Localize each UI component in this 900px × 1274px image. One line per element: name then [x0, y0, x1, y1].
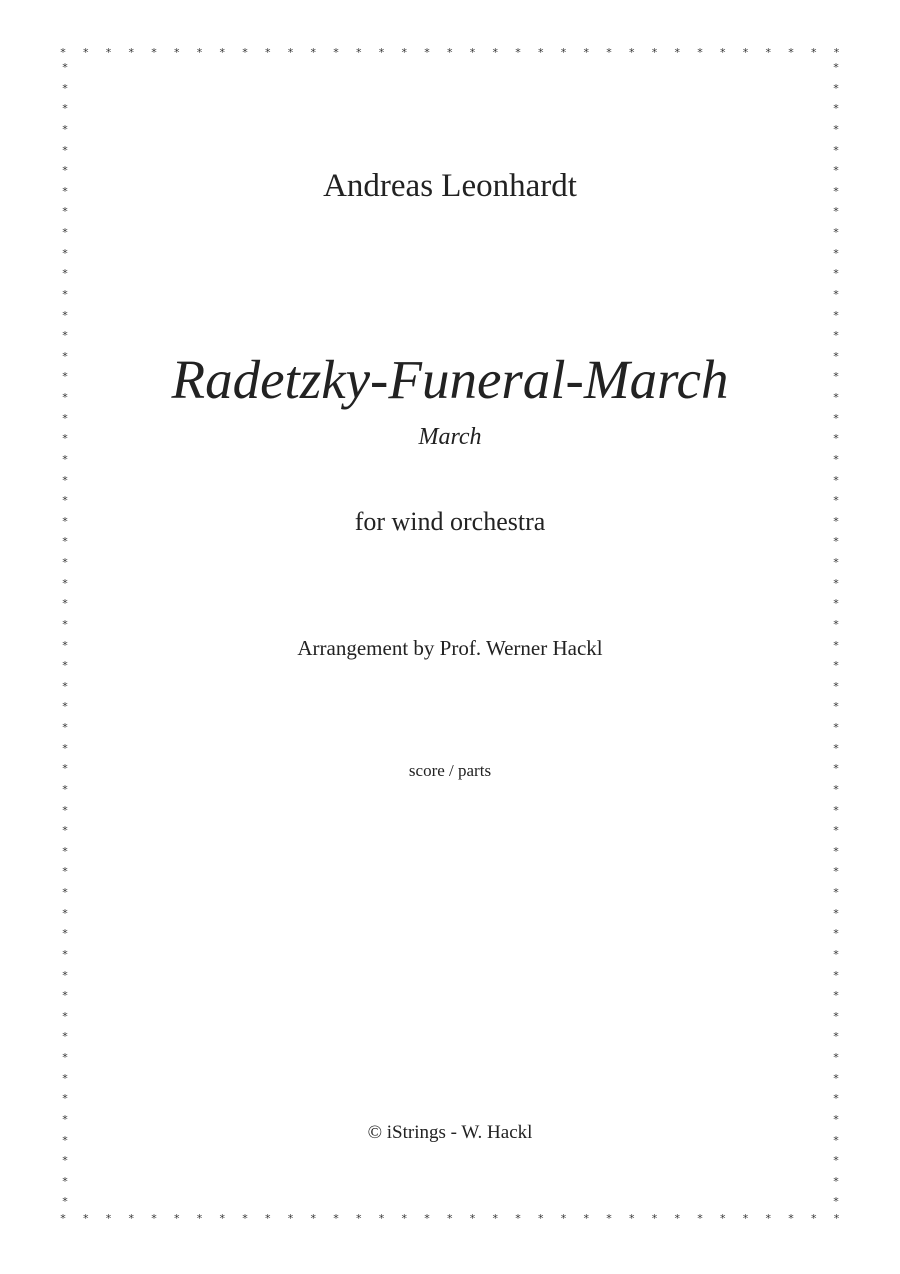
border-star: * [62, 122, 68, 136]
border-star: * [151, 1211, 157, 1225]
border-star: * [833, 143, 839, 157]
border-star: * [62, 1112, 68, 1126]
border-star: * [62, 844, 68, 858]
star-border-top [57, 44, 843, 60]
border-star: * [606, 45, 612, 59]
border-star: * [447, 45, 453, 59]
border-star: * [62, 514, 68, 528]
border-star: * [833, 494, 839, 508]
border-star: * [62, 1133, 68, 1147]
border-star: * [174, 1211, 180, 1225]
border-star: * [83, 1211, 89, 1225]
border-star: * [629, 45, 635, 59]
border-star: * [356, 1211, 362, 1225]
border-star: * [310, 1211, 316, 1225]
border-star: * [720, 1211, 726, 1225]
border-star: * [833, 329, 839, 343]
border-star: * [833, 1051, 839, 1064]
border-star: * [833, 865, 839, 879]
border-star: * [62, 679, 68, 693]
border-star: * [833, 246, 839, 260]
border-star: * [629, 1211, 635, 1225]
border-star: * [151, 45, 157, 59]
border-star: * [833, 700, 839, 714]
arranger-credit: Arrangement by Prof. Werner Hackl [297, 636, 603, 660]
border-star: * [62, 1051, 68, 1064]
border-star: * [833, 370, 839, 384]
border-star: * [833, 968, 839, 982]
border-star: * [833, 514, 839, 528]
border-star: * [62, 1071, 68, 1085]
border-star: * [538, 1211, 544, 1225]
border-star: * [62, 906, 68, 920]
border-star: * [833, 349, 839, 363]
border-star: * [62, 556, 68, 569]
border-star: * [833, 1211, 840, 1225]
border-star: * [60, 1211, 66, 1225]
border-star: * [62, 617, 68, 631]
border-star: * [833, 556, 839, 569]
border-star: * [697, 1211, 703, 1225]
border-star: * [62, 782, 68, 796]
border-star: * [62, 721, 68, 734]
border-star: * [833, 844, 839, 858]
border-star: * [356, 45, 362, 59]
border-star: * [674, 45, 680, 59]
border-star: * [697, 45, 703, 59]
border-star: * [62, 865, 68, 879]
border-star: * [492, 1211, 498, 1225]
border-star: * [583, 45, 589, 59]
border-star: * [833, 226, 839, 239]
border-star: * [833, 391, 839, 404]
border-star: * [62, 1030, 68, 1044]
border-star: * [833, 61, 839, 74]
border-star: * [674, 1211, 680, 1225]
border-star: * [515, 45, 521, 59]
border-star: * [62, 287, 68, 301]
border-star: * [62, 267, 68, 281]
border-star: * [833, 1133, 839, 1147]
border-star: * [62, 473, 68, 487]
border-star: * [62, 576, 68, 590]
border-star: * [62, 370, 68, 384]
border-star: * [492, 45, 498, 59]
border-star: * [174, 45, 180, 59]
border-star: * [765, 45, 771, 59]
border-star: * [833, 617, 839, 631]
border-star: * [788, 45, 794, 59]
border-star: * [62, 61, 68, 74]
border-star: * [833, 886, 839, 899]
border-star: * [196, 45, 203, 59]
border-star: * [833, 411, 839, 425]
border-star: * [447, 1211, 453, 1225]
border-star: * [219, 45, 225, 59]
border-star: * [833, 452, 839, 466]
border-star: * [196, 1211, 203, 1225]
border-star: * [62, 700, 68, 714]
border-star: * [105, 1211, 112, 1225]
border-star: * [833, 308, 839, 322]
border-star: * [265, 45, 271, 59]
border-star: * [333, 45, 339, 59]
border-star: * [651, 1211, 658, 1225]
border-star: * [62, 968, 68, 982]
border-star: * [742, 45, 749, 59]
border-star: * [833, 659, 839, 673]
border-star: * [833, 1195, 839, 1209]
border-star: * [560, 1211, 567, 1225]
border-star: * [62, 329, 68, 343]
border-star: * [310, 45, 316, 59]
border-star: * [833, 45, 840, 59]
border-star: * [833, 473, 839, 487]
star-border-bottom [57, 1210, 843, 1226]
border-star: * [833, 1009, 839, 1023]
border-star: * [62, 411, 68, 425]
border-star: * [742, 1211, 749, 1225]
border-star: * [62, 1174, 68, 1188]
border-star: * [833, 81, 839, 95]
border-star: * [833, 762, 839, 776]
border-star: * [62, 1195, 68, 1209]
border-star: * [62, 1092, 68, 1106]
border-star: * [833, 287, 839, 301]
border-star: * [401, 45, 407, 59]
border-star: * [128, 45, 134, 59]
border-star: * [833, 989, 839, 1003]
border-star: * [833, 432, 839, 446]
border-star: * [765, 1211, 771, 1225]
border-star: * [62, 205, 68, 219]
border-star: * [651, 45, 658, 59]
border-star: * [833, 184, 839, 198]
border-star: * [833, 927, 839, 941]
border-star: * [62, 81, 68, 95]
border-star: * [62, 184, 68, 198]
border-star: * [788, 1211, 794, 1225]
border-star: * [583, 1211, 589, 1225]
border-star: * [242, 45, 248, 59]
border-star: * [833, 947, 839, 961]
border-star: * [469, 1211, 476, 1225]
border-star: * [833, 122, 839, 136]
border-star: * [401, 1211, 407, 1225]
border-star: * [62, 164, 68, 178]
border-star: * [62, 102, 68, 116]
border-star: * [833, 205, 839, 219]
border-star: * [833, 741, 839, 755]
border-star: * [62, 494, 68, 508]
instrumentation: for wind orchestra [354, 507, 546, 536]
composer-name: Andreas Leonhardt [323, 168, 577, 204]
border-star: * [833, 102, 839, 116]
border-star: * [242, 1211, 248, 1225]
border-star: * [83, 45, 89, 59]
star-border-left [57, 62, 73, 1208]
border-star: * [62, 886, 68, 899]
border-star: * [833, 267, 839, 281]
work-genre: March [418, 424, 482, 450]
border-star: * [62, 1009, 68, 1023]
border-star: * [287, 1211, 294, 1225]
work-title: Radetzky-Funeral-March [171, 349, 729, 410]
border-star: * [606, 1211, 612, 1225]
border-star: * [560, 45, 567, 59]
border-star: * [811, 1211, 817, 1225]
border-star: * [62, 989, 68, 1003]
border-star: * [833, 1071, 839, 1085]
copyright-notice: © iStrings - W. Hackl [367, 1122, 533, 1143]
border-star: * [62, 452, 68, 466]
border-star: * [105, 45, 112, 59]
border-star: * [833, 803, 839, 817]
border-star: * [219, 1211, 225, 1225]
border-star: * [62, 803, 68, 817]
border-star: * [469, 45, 476, 59]
border-star: * [833, 824, 839, 838]
border-star: * [424, 1211, 430, 1225]
border-star: * [60, 45, 66, 59]
border-star: * [128, 1211, 134, 1225]
border-star: * [811, 45, 817, 59]
border-star: * [62, 246, 68, 260]
border-star: * [265, 1211, 271, 1225]
border-star: * [62, 143, 68, 157]
border-star: * [833, 721, 839, 734]
border-star: * [62, 535, 68, 549]
border-star: * [378, 45, 385, 59]
border-star: * [833, 906, 839, 920]
border-star: * [833, 1092, 839, 1106]
border-star: * [424, 45, 430, 59]
border-star: * [62, 947, 68, 961]
border-star: * [720, 45, 726, 59]
border-star: * [62, 762, 68, 776]
border-star: * [833, 164, 839, 178]
border-star: * [62, 308, 68, 322]
border-star: * [62, 659, 68, 673]
border-star: * [62, 597, 68, 611]
border-star: * [378, 1211, 385, 1225]
border-star: * [62, 391, 68, 404]
border-star: * [333, 1211, 339, 1225]
border-star: * [833, 1174, 839, 1188]
border-star: * [833, 679, 839, 693]
border-star: * [833, 576, 839, 590]
border-star: * [833, 1030, 839, 1044]
border-star: * [833, 638, 839, 652]
border-star: * [833, 1112, 839, 1126]
border-star: * [287, 45, 294, 59]
border-star: * [62, 824, 68, 838]
border-star: * [833, 597, 839, 611]
border-star: * [62, 638, 68, 652]
border-star: * [833, 782, 839, 796]
edition-type: score / parts [408, 761, 492, 780]
border-star: * [62, 226, 68, 239]
border-star: * [62, 741, 68, 755]
border-star: * [62, 1154, 68, 1168]
border-star: * [62, 349, 68, 363]
border-star: * [833, 1154, 839, 1168]
border-star: * [833, 535, 839, 549]
border-star: * [62, 927, 68, 941]
star-border-right [828, 62, 844, 1208]
border-star: * [538, 45, 544, 59]
border-star: * [515, 1211, 521, 1225]
border-star: * [62, 432, 68, 446]
